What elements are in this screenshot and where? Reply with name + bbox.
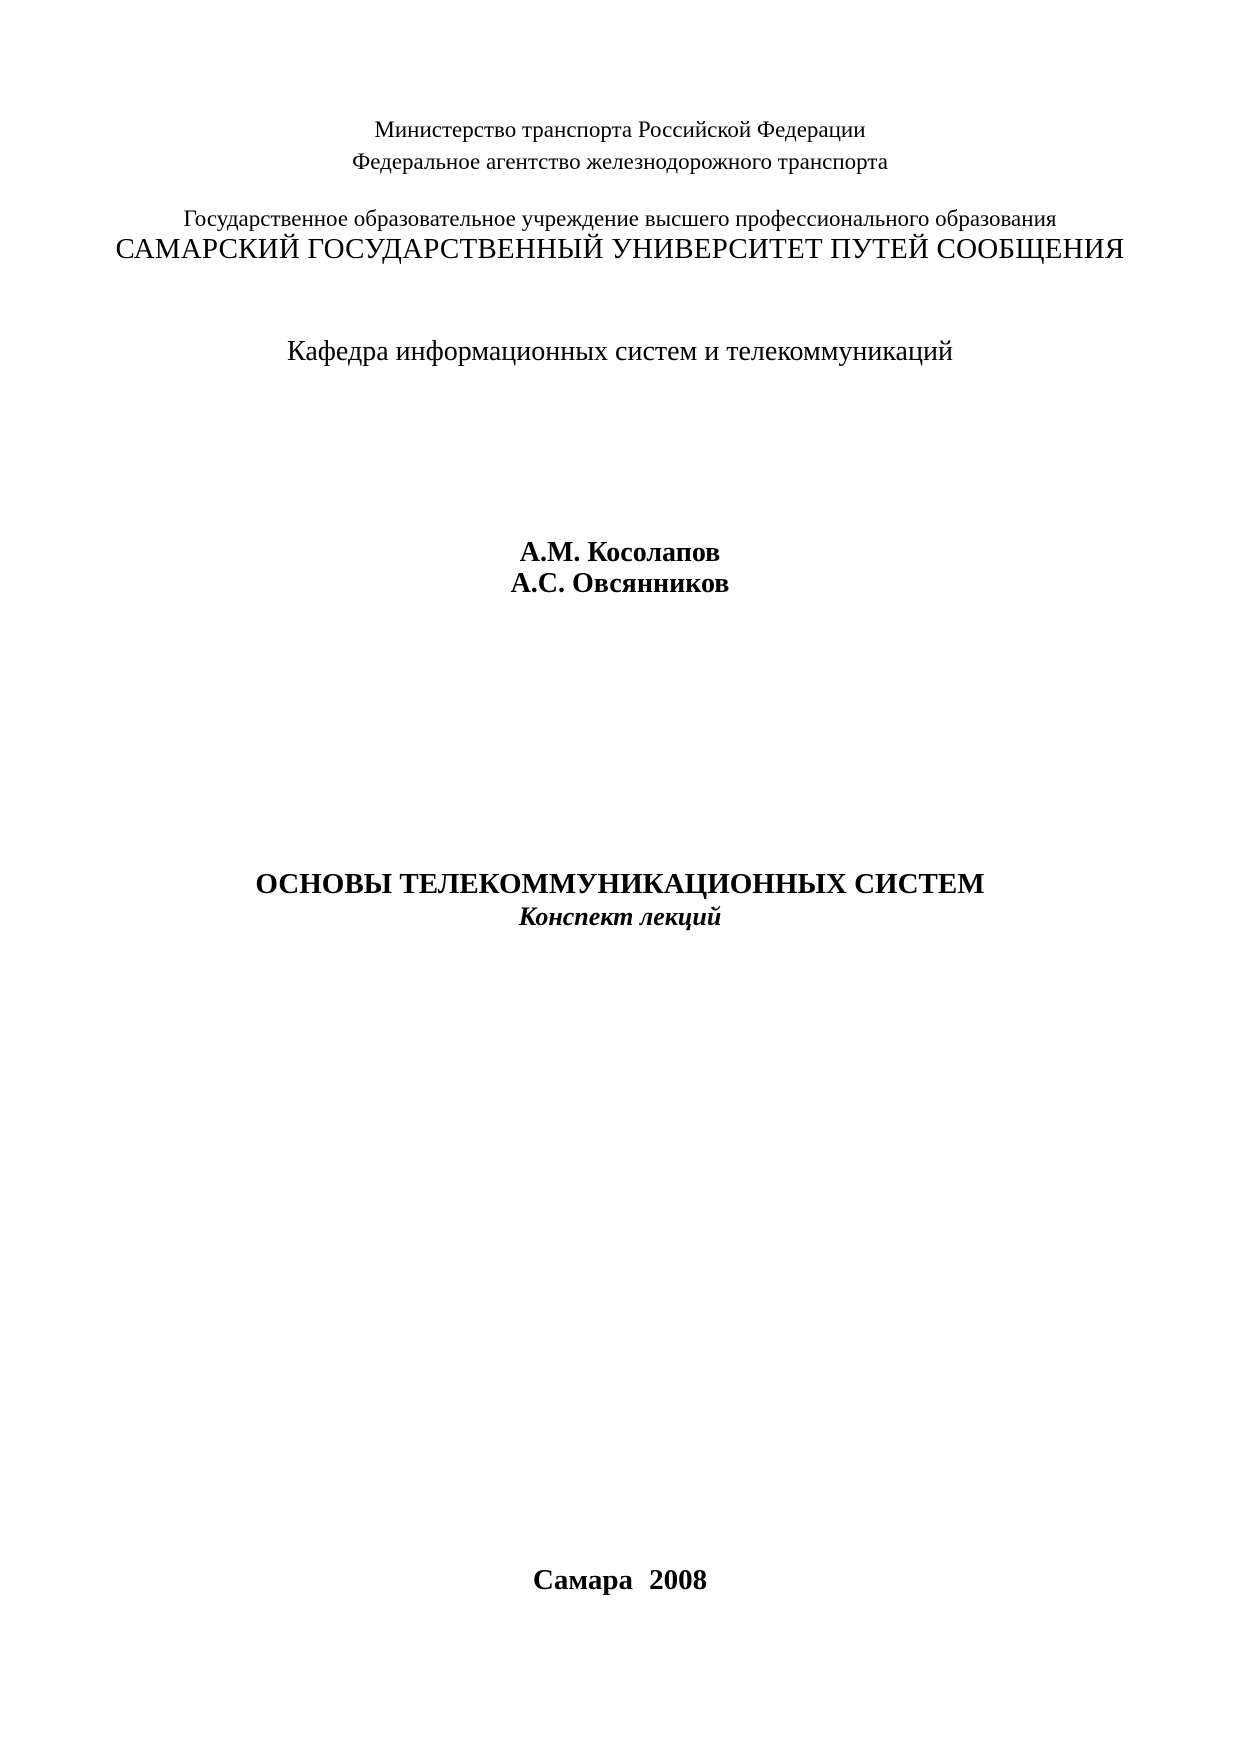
publication-city: Самара — [532, 1564, 634, 1596]
author-name: А.М. Косолапов — [519, 537, 721, 568]
agency-line: Федеральное агентство железнодорожного транспорта — [352, 149, 888, 174]
university-name: САМАРСКИЙ ГОСУДАРСТВЕННЫЙ УНИВЕРСИТЕТ ПУТЕЙ СООБЩЕНИЯ — [115, 233, 1125, 265]
author-name: А.С. Овсянников — [510, 568, 730, 599]
book-title: ОСНОВЫ ТЕЛЕКОММУНИКАЦИОННЫХ СИСТЕМ — [255, 868, 985, 900]
department-name: Кафедра информационных систем и телекоммуникаций — [287, 336, 953, 367]
book-subtitle: Конспект лекций — [518, 902, 722, 931]
ministry-line: Министерство транспорта Российской Федерации — [374, 117, 866, 142]
institution-line: Государственное образовательное учреждение высшего профессионального образования — [183, 206, 1057, 231]
publication-footer — [0, 1566, 1240, 1595]
publication-year: 2008 — [649, 1564, 708, 1596]
